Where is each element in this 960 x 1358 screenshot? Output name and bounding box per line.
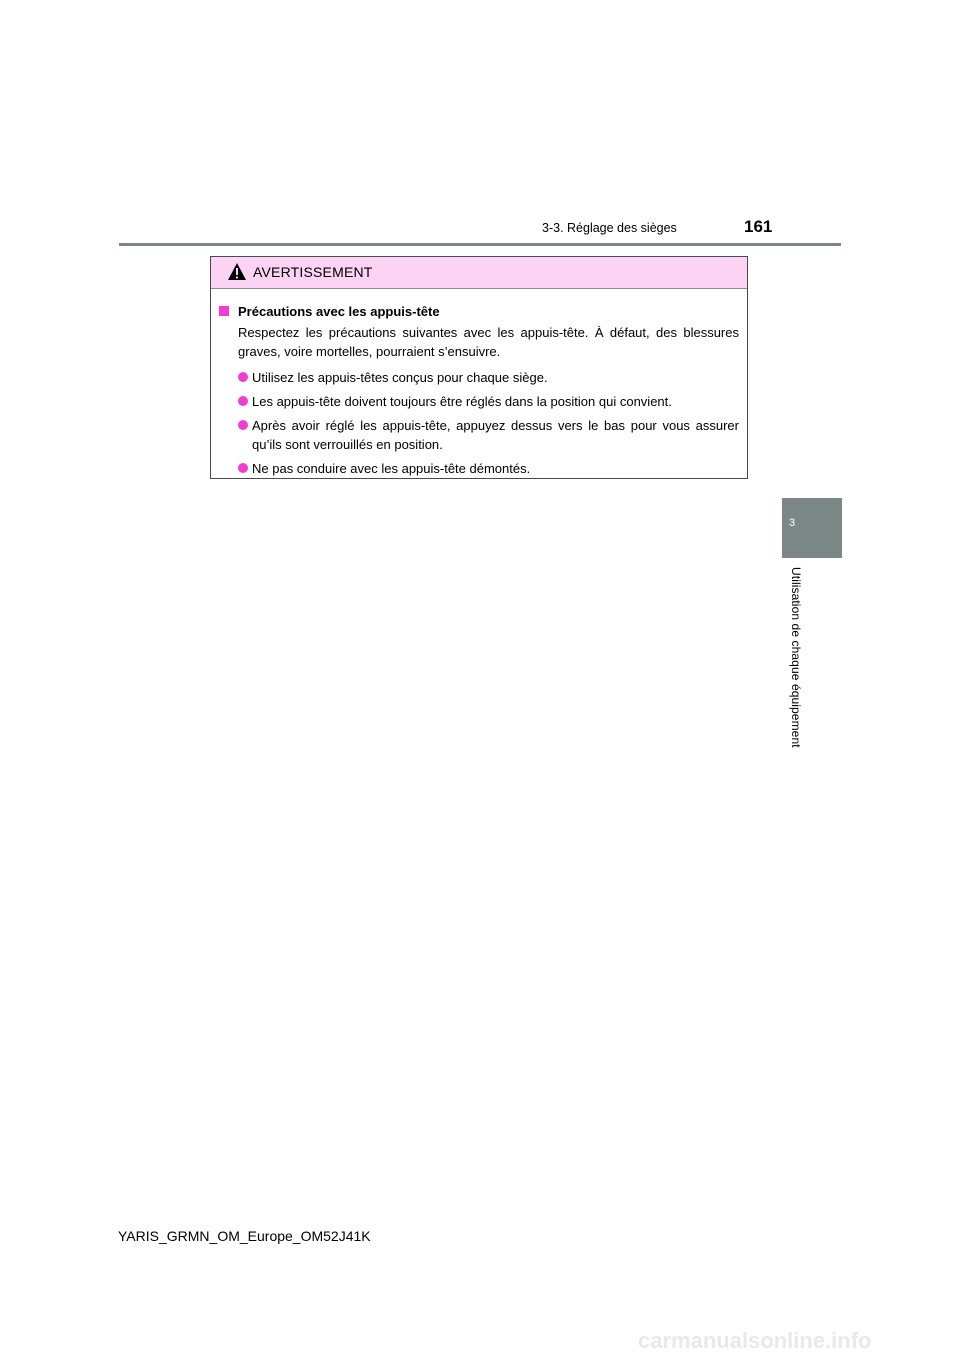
warning-heading [219,302,739,321]
warning-intro: Respectez les précautions suivantes avec les appuis-tête. À défaut, des blessures graves, voire mortelles, pourraient s’ensuivre. [238,325,739,359]
chapter-tab [782,498,842,558]
list-item [219,416,739,454]
round-bullet-icon [238,463,248,473]
warning-box [210,256,748,479]
square-bullet-icon [219,306,229,316]
list-item-text: Ne pas conduire avec les appuis-tête démontés. [252,461,531,476]
header-rule [119,243,841,246]
round-bullet-icon [238,396,248,406]
warning-header [211,257,747,289]
warning-heading-text: Précautions avec les appuis-tête [238,304,440,319]
watermark: carmanualsonline.info [638,1328,872,1353]
warning-body [211,289,747,478]
list-item [219,368,739,387]
warning-triangle-icon [227,262,247,281]
chapter-number: 3 [789,517,796,529]
round-bullet-icon [238,372,248,382]
chapter-label: Utilisation de chaque équipement [789,567,803,748]
list-item-text: Après avoir réglé les appuis-tête, appuyez dessus vers le bas pour vous assurer qu’ils sont verrouillés en position. [252,418,739,452]
page-number: 161 [744,217,773,236]
document-code: YARIS_GRMN_OM_Europe_OM52J41K [118,1228,371,1244]
warning-title: AVERTISSEMENT [253,264,373,280]
round-bullet-icon [238,420,248,430]
list-item [219,392,739,411]
list-item [219,459,739,478]
list-item-text: Utilisez les appuis-têtes conçus pour chaque siège. [252,370,548,385]
list-item-text: Les appuis-tête doivent toujours être réglés dans la position qui convient. [252,394,672,409]
section-title: 3-3. Réglage des sièges [542,221,677,235]
